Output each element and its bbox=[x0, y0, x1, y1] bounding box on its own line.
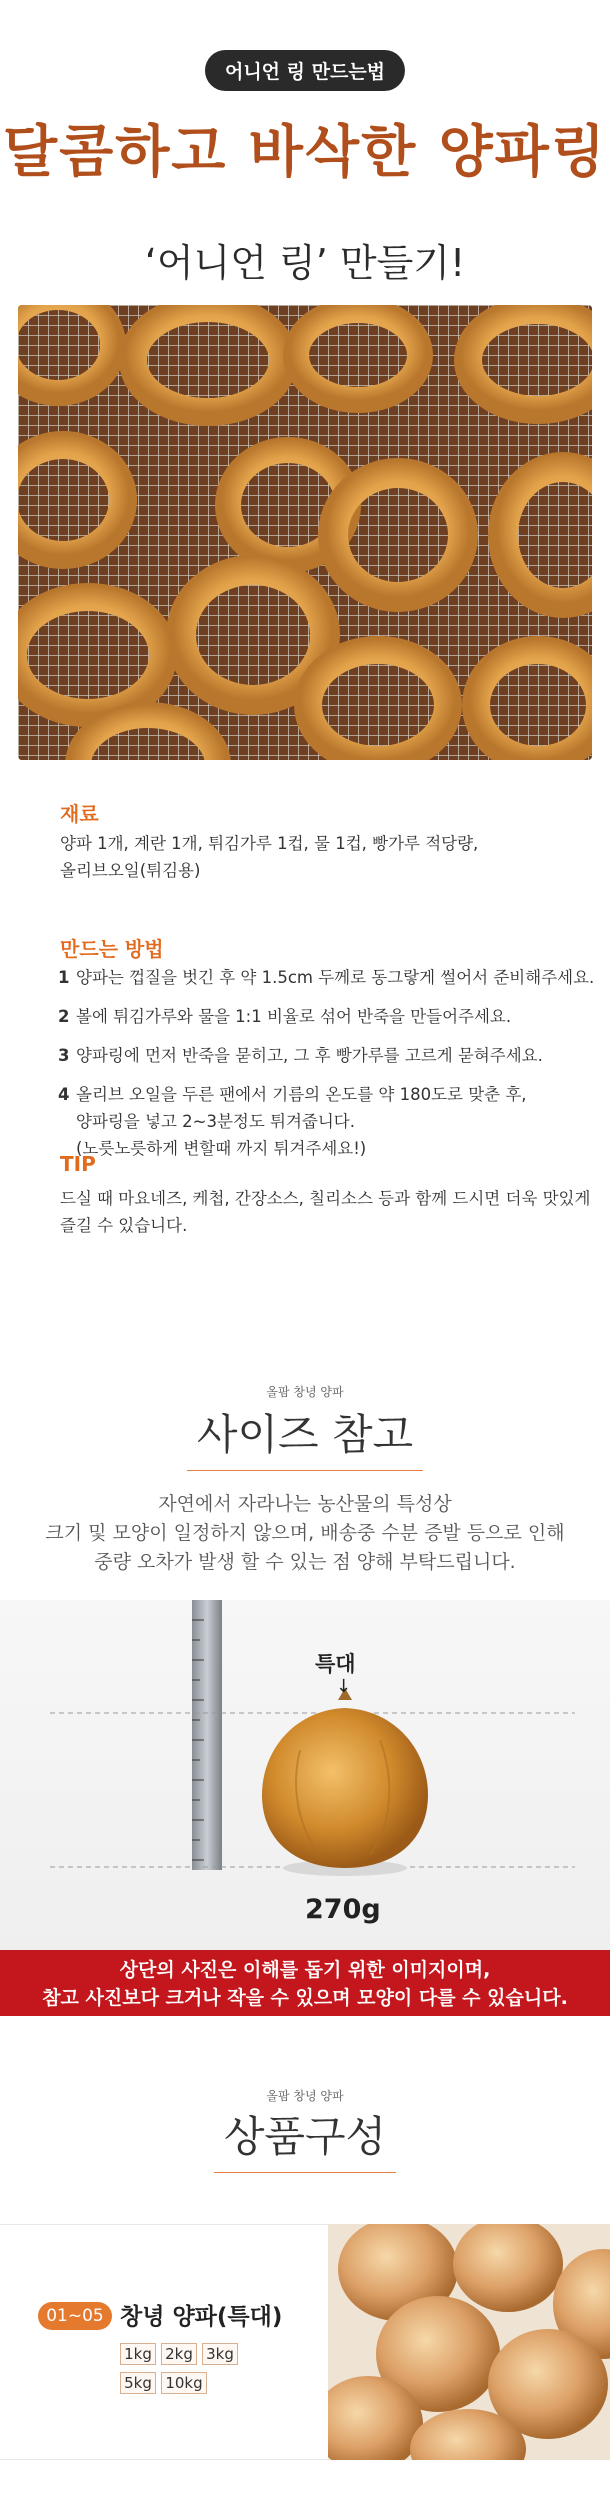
tip-heading: TIP bbox=[60, 1152, 96, 1176]
grade-label: 특대 bbox=[315, 1652, 356, 1676]
size-title-wrap bbox=[0, 1402, 610, 1471]
ingredients-heading: 재료 bbox=[60, 802, 99, 826]
composition-title-wrap bbox=[0, 2104, 610, 2173]
composition-brand-caption: 올팜 창녕 양파 bbox=[266, 2089, 344, 2103]
option-range-badge: 01~05 bbox=[38, 2302, 112, 2330]
step-number: 1 bbox=[58, 968, 70, 987]
size-description: 자연에서 자라나는 농산물의 특성상 크기 및 모양이 일정하지 않으며, 배송중 수분 증발 등으로 인해 중량 오차가 발생 할 수 있는 점 양해 부탁드립니다. bbox=[45, 1493, 565, 1573]
weight-label: 270g bbox=[305, 1894, 381, 1925]
weight-option: 3kg bbox=[202, 2343, 238, 2365]
step-number: 2 bbox=[58, 1007, 70, 1026]
tip-text: 드실 때 마요네즈, 케첩, 간장소스, 칠리소스 등과 함께 드시면 더욱 맛있게 즐길 수 있습니다. bbox=[60, 1189, 591, 1235]
size-title: 사이즈 참고 bbox=[187, 1402, 423, 1471]
step-number: 3 bbox=[58, 1046, 70, 1065]
ingredients-text: 양파 1개, 계란 1개, 튀김가루 1컵, 물 1컵, 빵가루 적당량, 올리브오일(튀김용) bbox=[60, 834, 479, 880]
method-step bbox=[58, 964, 598, 991]
weight-option: 10kg bbox=[161, 2372, 207, 2394]
method-steps bbox=[58, 964, 598, 1174]
recipe-pill-label: 어니언 링 만드는법 bbox=[205, 50, 405, 91]
step-text: 올리브 오일을 두른 팬에서 기름의 온도를 약 180도로 맞춘 후, 양파링을 넣고 2~3분정도 튀겨줍니다. (노릇노릇하게 변할때 까지 튀겨주세요!) bbox=[76, 1085, 527, 1158]
method-step bbox=[58, 1081, 598, 1162]
onions-product-photo bbox=[328, 2224, 610, 2460]
step-number: 4 bbox=[58, 1085, 70, 1104]
product-name: 창녕 양파(특대) bbox=[120, 2304, 283, 2330]
step-text: 양파는 껍질을 벗긴 후 약 1.5cm 두께로 동그랗게 썰어서 준비해주세요. bbox=[76, 968, 595, 987]
weight-option: 2kg bbox=[161, 2343, 197, 2365]
method-step bbox=[58, 1042, 598, 1069]
notice-banner: 상단의 사진은 이해를 돕기 위한 이미지이며, 참고 사진보다 크거나 작을 수 있으며 모양이 다를 수 있습니다. bbox=[0, 1950, 610, 2016]
main-title: 달콤하고 바삭한 양파링 bbox=[3, 119, 607, 185]
method-step bbox=[58, 1003, 598, 1030]
onion-rings-photo bbox=[18, 305, 592, 760]
recipe-subtitle: ‘어니언 링’ 만들기! bbox=[144, 241, 466, 285]
composition-title: 상품구성 bbox=[214, 2104, 396, 2173]
down-arrow-icon: ↓ bbox=[336, 1676, 352, 1697]
weight-option: 1kg bbox=[120, 2343, 156, 2365]
step-text: 볼에 튀김가루와 물을 1:1 비율로 섞어 반죽을 만들어주세요. bbox=[76, 1007, 512, 1026]
step-text: 양파링에 먼저 반죽을 묻히고, 그 후 빵가루를 고르게 묻혀주세요. bbox=[76, 1046, 543, 1065]
size-brand-caption: 올팜 창녕 양파 bbox=[266, 1385, 344, 1399]
method-heading: 만드는 방법 bbox=[60, 937, 164, 961]
weight-option: 5kg bbox=[120, 2372, 156, 2394]
